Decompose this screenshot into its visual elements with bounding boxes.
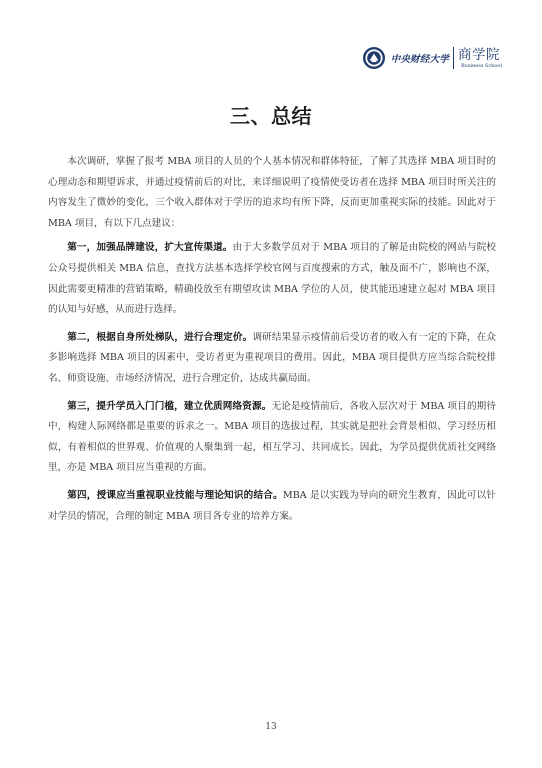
recommendation-2-heading: 第二，根据自身所处梯队，进行合理定价。: [67, 331, 253, 343]
recommendation-3-text: 无论是疫情前后，各收入层次对于 MBA 项目的期待中，构建人际网络都是重要的诉求之一。MBA 项目的选拔过程，其实就是把社会背景相似、学习经历相似，有着相似的世界观、价值观的人聚集到一起，相互学习、共同成长。因此，为学员提供优质社交网络里，亦是 MBA 项目应当重视的方面。: [48, 400, 496, 474]
page-number: 13: [265, 722, 277, 732]
school-logo: [362, 46, 502, 70]
school-name-cn: 商学院: [457, 46, 500, 63]
school-name: [458, 48, 502, 69]
recommendation-1-text: 由于大多数学员对于 MBA 项目的了解是由院校的网站与院校公众号提供相关 MBA 信息，查找方法基本选择学校官网与百度搜索的方式，触及面不广，影响也不深，因此需要更精准的营销策略，精确投放至有期望攻读 MBA 学位的人员，使其能迅速建立起对 MBA 项目的认知与好感，从而进行选择。: [48, 242, 497, 316]
university-emblem-icon: [362, 46, 386, 70]
logo-text: [391, 47, 502, 69]
recommendation-4-text: MBA 是以实践为导向的研究生教育，因此可以针对学员的情况，合理的制定 MBA 项目各专业的培养方案。: [48, 489, 496, 522]
recommendation-2: [48, 328, 496, 390]
recommendation-4: [48, 486, 496, 527]
school-name-en: Business School: [460, 62, 502, 69]
recommendation-3-heading: 第三，提升学员入门门槛，建立优质网络资源。: [67, 400, 272, 412]
intro-paragraph: 本次调研，掌握了报考 MBA 项目的人员的个人基本情况和群体特征，了解了其选择 MBA 项目时的心理动态和期望诉求，并通过疫情前后的对比，来详细说明了疫情使受访者在选择 MBA 项目时所关注的内容发生了微妙的变化，三个收入群体对于学历的追求均有所下降，反而更加重视实际的技能。因此对于 MBA 项目，有以下几点建议：: [48, 156, 496, 229]
recommendation-1: [48, 238, 496, 320]
recommendation-2-text: 调研结果显示疫情前后受访者的收入有一定的下降，在众多影响选择 MBA 项目的因素中，受访者更为重视项目的费用。因此，MBA 项目提供方应当综合院校排名、师资设施、市场经济情况，进行合理定价，达成共赢局面。: [48, 331, 497, 384]
recommendation-4-heading: 第四，授课应当重视职业技能与理论知识的结合。: [67, 489, 283, 501]
summary-body: [48, 152, 496, 534]
university-name: 中央财经大学: [390, 54, 449, 65]
page-title: 三、总结: [230, 104, 312, 128]
recommendation-3: [48, 397, 496, 479]
recommendation-1-heading: 第一，加强品牌建设，扩大宣传渠道。: [67, 242, 233, 254]
logo-divider: [453, 47, 454, 69]
